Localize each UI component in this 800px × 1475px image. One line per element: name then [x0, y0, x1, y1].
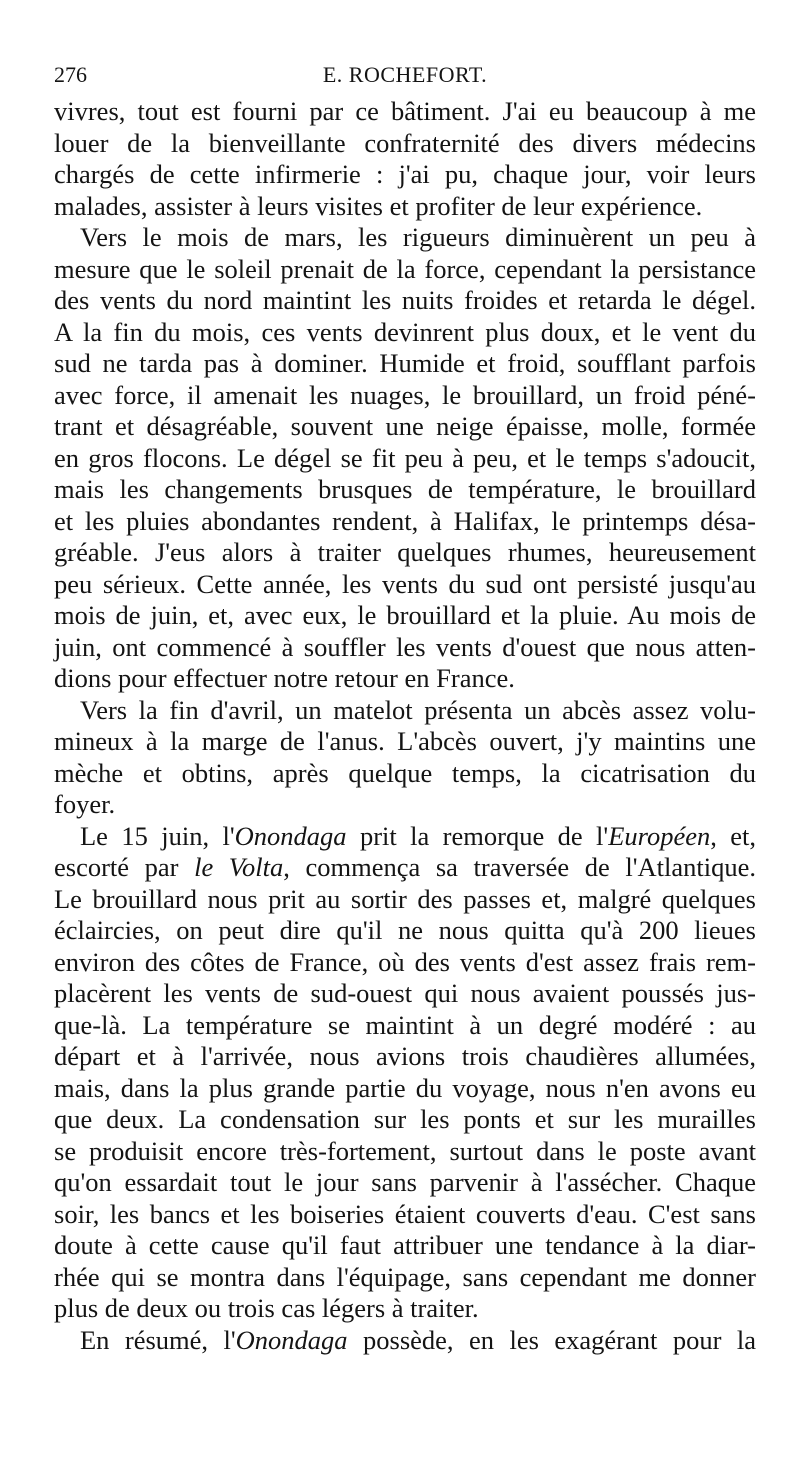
ship-name: Onondaga: [234, 820, 347, 851]
ship-name: Onondaga: [235, 1324, 348, 1355]
ship-name: Européen: [608, 820, 711, 851]
text-line: En résumé, l'Onondaga possède, en les exagérant pour la: [80, 1324, 756, 1355]
text-line: Le brouillard nous prit au sortir des passes et, malgré quelques: [54, 883, 756, 914]
text-line: plus de deux ou trois cas légers à traiter.: [54, 1293, 479, 1323]
text-line: départ et à l'arrivée, nous avions trois chaudières allumées,: [54, 1041, 756, 1071]
text-line: placèrent les vents de sud-ouest qui nous avaient poussés jus-: [54, 978, 756, 1008]
text-line: éclaircies, on peut dire qu'il ne nous quitta qu'à 200 lieues: [54, 915, 756, 945]
text-line: qu'on essardait tout le jour sans parvenir à l'assécher. Chaque: [54, 1167, 756, 1197]
text-line: sud ne tarda pas à dominer. Humide et froid, soufflant parfois: [54, 348, 756, 378]
text-line: foyer.: [54, 789, 116, 819]
text-line: soir, les bancs et les boiseries étaient couverts d'eau. C'est sans: [54, 1198, 756, 1229]
text-line: malades, assister à leurs visites et profiter de leur expérience.: [54, 190, 703, 221]
text-line: trant et désagréable, souvent une neige épaisse, molle, formée: [54, 411, 756, 441]
text-line: avec force, il amenait les nuages, le brouillard, un froid péné-: [54, 379, 756, 410]
text-line: mineux à la marge de l'anus. L'abcès ouvert, j'y maintins une: [54, 726, 756, 756]
page-number: 276: [54, 62, 87, 87]
text-line: juin, ont commencé à souffler les vents d'ouest que nous atten-: [54, 631, 756, 662]
text-line: Vers la fin d'avril, un matelot présenta un abcès assez volu-: [80, 694, 756, 725]
text-line: mais, dans la plus grande partie du voyage, nous n'en avons eu: [54, 1072, 756, 1103]
running-head: E. ROCHEFORT.: [322, 62, 488, 87]
text-line: louer de la bienveillante confraternité des divers médecins: [54, 127, 756, 158]
text-line: et les pluies abondantes rendent, à Halifax, le printemps désa-: [54, 505, 756, 536]
text-line: doute à cette cause qu'il faut attribuer une tendance à la diar-: [54, 1230, 756, 1260]
body-text: [54, 96, 756, 1356]
page-header: [54, 62, 756, 88]
text-line: mois de juin, et, avec eux, le brouillard et la pluie. Au mois de: [54, 600, 756, 630]
text-line: mais les changements brusques de température, le brouillard: [54, 474, 756, 504]
text-line: que deux. La condensation sur les ponts et sur les murailles: [54, 1104, 756, 1134]
text-line: chargés de cette infirmerie : j'ai pu, chaque jour, voir leurs: [54, 159, 756, 189]
text-line: environ des côtes de France, où des vents d'est assez frais rem-: [54, 946, 756, 977]
text-line: Le 15 juin, l'Onondaga prit la remorque de l'Européen, et,: [80, 820, 757, 851]
text-line: mesure que le soleil prenait de la force, cependant la persistance: [54, 253, 756, 284]
text-line: A la fin du mois, ces vents devinrent plus doux, et le vent du: [54, 316, 756, 347]
text-line: gréable. J'eus alors à traiter quelques rhumes, heureusement: [54, 537, 756, 567]
text-line: rhée qui se montra dans l'équipage, sans cependant me donner: [54, 1261, 756, 1292]
text-line: Vers le mois de mars, les rigueurs diminuèrent un peu à: [80, 222, 756, 252]
text-line: en gros flocons. Le dégel se fit peu à peu, et le temps s'adoucit,: [54, 442, 756, 473]
ship-name: le Volta: [194, 852, 284, 882]
text-line: mèche et obtins, après quelque temps, la cicatrisation du: [54, 757, 756, 788]
text-line: peu sérieux. Cette année, les vents du sud ont persisté jusqu'au: [54, 568, 756, 599]
text-line: se produisit encore très-fortement, surtout dans le poste avant: [54, 1135, 756, 1166]
text-line: escorté par le Volta, commença sa traversée de l'Atlantique.: [54, 852, 757, 882]
text-line: vivres, tout est fourni par ce bâtiment. J'ai eu beaucoup à me: [54, 96, 756, 126]
text-line: des vents du nord maintint les nuits froides et retarda le dégel.: [54, 285, 756, 315]
text-line: dions pour effectuer notre retour en France.: [54, 663, 515, 693]
text-line: que-là. La température se maintint à un degré modéré : au: [54, 1009, 756, 1040]
